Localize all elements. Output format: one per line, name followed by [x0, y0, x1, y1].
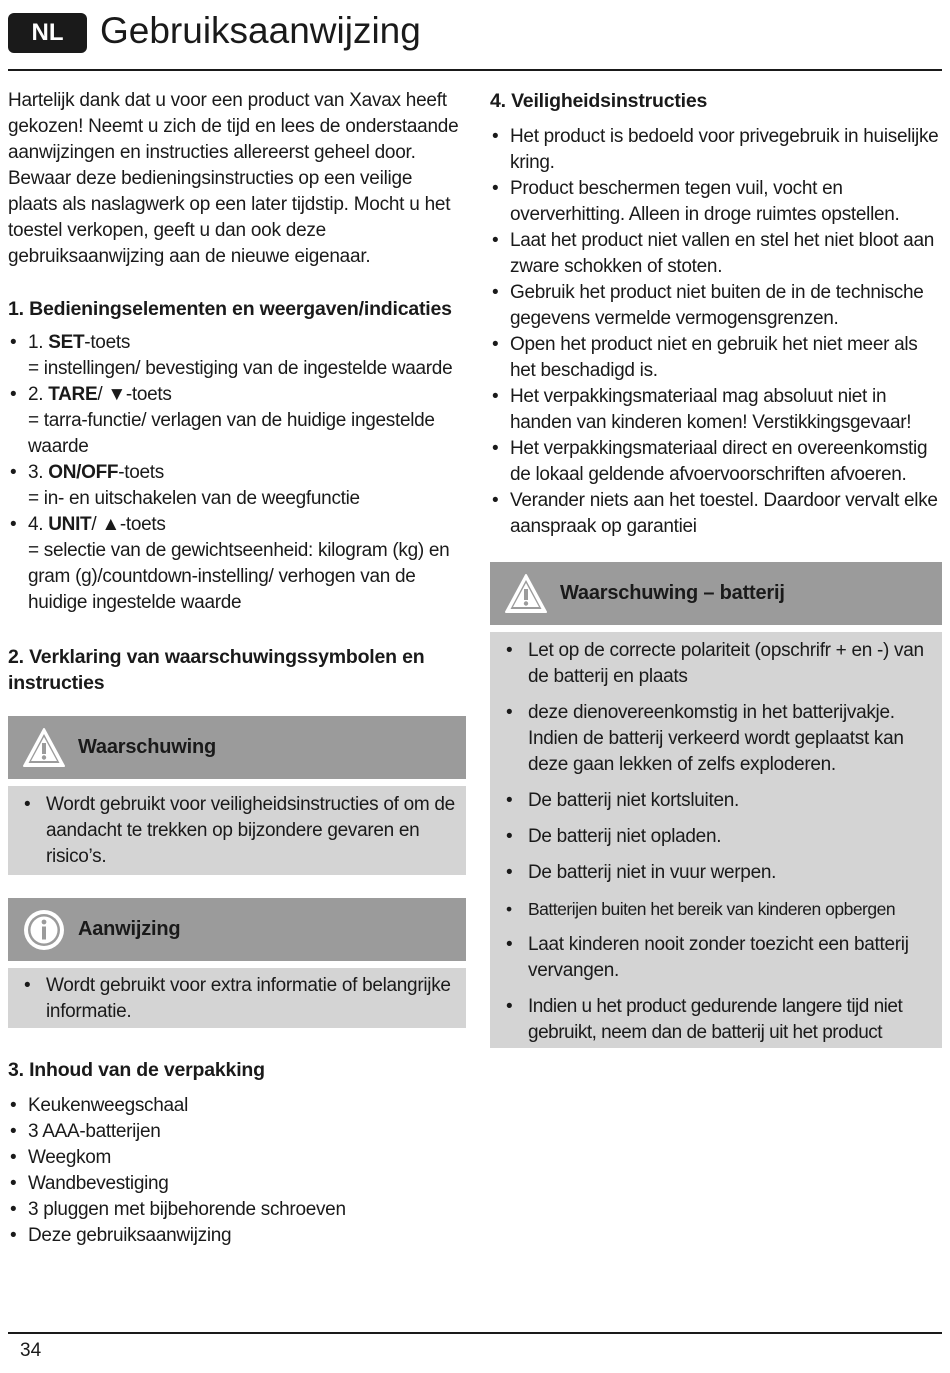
info-circle-icon	[22, 908, 66, 952]
list-item: • Deze gebruiksaanwijzing	[8, 1223, 466, 1249]
package-contents-list	[8, 1093, 466, 1249]
controls-list	[8, 330, 466, 616]
page-header	[8, 8, 942, 58]
list-item: • De batterij niet opladen.	[490, 824, 942, 850]
warning-text: • Wordt gebruikt voor veiligheidsinstructies of om de aandacht te trekken op bijzondere gevaren en risico’s.	[8, 792, 466, 870]
section-3-heading: 3. Inhoud van de verpakking	[8, 1059, 265, 1081]
list-item: • Laat kinderen nooit zonder toezicht een batterij vervangen.	[490, 932, 942, 984]
control-item: • 3. ON/OFF-toets = in- en uitschakelen van de weegfunctie	[8, 460, 466, 512]
list-item: • Weegkom	[8, 1145, 466, 1171]
warning-box-header	[8, 716, 466, 779]
language-badge: NL	[8, 13, 87, 53]
list-item: • 3 AAA-batterijen	[8, 1119, 466, 1145]
list-item: • deze dienovereenkomstig in het batterijvakje. Indien de batterij verkeerd wordt geplaatst kan deze gaan lekken of zelfs exploderen.	[490, 700, 942, 778]
note-box	[8, 898, 466, 1028]
list-item: • Laat het product niet vallen en stel het niet bloot aan zware schokken of stoten.	[490, 228, 942, 280]
battery-warning-label: Waarschuwing – batterij	[560, 582, 785, 604]
list-item: • De batterij niet kortsluiten.	[490, 788, 942, 814]
battery-warning-box	[490, 562, 942, 1048]
list-item: • Indien u het product gedurende langere tijd niet gebruikt, neem dan de batterij uit het product	[490, 994, 942, 1046]
warning-box-body	[8, 786, 466, 875]
list-item: • Keukenweegschaal	[8, 1093, 466, 1119]
note-text: • Wordt gebruikt voor extra informatie of belangrijke informatie.	[8, 973, 466, 1025]
safety-list	[490, 124, 942, 540]
battery-warning-header	[490, 562, 942, 625]
list-item: • Gebruik het product niet buiten de in de technische gegevens vermelde vermogensgrenzen.	[490, 280, 942, 332]
section-1-heading: 1. Bedieningselementen en weergaven/indicaties	[8, 298, 452, 320]
control-item: • 2. TARE/ ▼-toets = tarra-functie/ verlagen van de huidige ingestelde waarde	[8, 382, 466, 460]
warning-triangle-icon	[22, 726, 66, 770]
left-column	[8, 88, 466, 1249]
battery-warning-body	[490, 632, 942, 1048]
list-item: • Open het product niet en gebruik het niet meer als het beschadigd is.	[490, 332, 942, 384]
list-item: • Het product is bedoeld voor privegebruik in huiselijke kring.	[490, 124, 942, 176]
warning-triangle-icon	[504, 572, 548, 616]
list-item: • Batterijen buiten het bereik van kinderen opbergen	[490, 896, 942, 922]
list-item: • Verander niets aan het toestel. Daardoor vervalt elke aanspraak op garantiei	[490, 488, 942, 540]
section-4-heading: 4. Veiligheidsinstructies	[490, 90, 708, 112]
list-item: • Let op de correcte polariteit (opschrifr + en -) van de batterij en plaats	[490, 638, 942, 690]
header-rule	[8, 69, 942, 71]
warning-box	[8, 716, 466, 875]
note-box-header	[8, 898, 466, 961]
intro-paragraph: Hartelijk dank dat u voor een product van Xavax heeft gekozen! Neemt u zich de tijd en lees de onderstaande aanwijzingen en instructies allereerst geheel door. Bewaar deze bedieningsinstructies op een veilige plaats als naslagwerk op een later tijdstip. Mocht u het toestel verkopen, geeft u dan ook deze gebruiksaanwijzing aan de nieuwe eigenaar.	[8, 90, 459, 267]
list-item: • 3 pluggen met bijbehorende schroeven	[8, 1197, 466, 1223]
section-2-heading: 2. Verklaring van waarschuwingssymbolen en instructies	[8, 646, 425, 694]
list-item: • Het verpakkingsmateriaal mag absoluut niet in handen van kinderen komen! Verstikkingsgevaar!	[490, 384, 942, 436]
control-item: • 4. UNIT/ ▲-toets = selectie van de gewichtseenheid: kilogram (kg) en gram (g)/countdown-instelling/ verhogen van de huidige ingestelde waarde	[8, 512, 466, 616]
list-item: • Product beschermen tegen vuil, vocht en oververhitting. Alleen in droge ruimtes opstellen.	[490, 176, 942, 228]
page-title: Gebruiksaanwijzing	[100, 10, 421, 51]
note-box-body	[8, 968, 466, 1028]
control-item: • 1. SET-toets = instellingen/ bevestiging van de ingestelde waarde	[8, 330, 466, 382]
right-column	[490, 88, 942, 1048]
page-number: 34	[20, 1340, 42, 1361]
list-item: • De batterij niet in vuur werpen.	[490, 860, 942, 886]
footer-rule	[8, 1332, 942, 1334]
warning-label: Waarschuwing	[78, 736, 216, 758]
note-label: Aanwijzing	[78, 918, 181, 940]
list-item: • Wandbevestiging	[8, 1171, 466, 1197]
list-item: • Het verpakkingsmateriaal direct en overeenkomstig de lokaal geldende afvoervoorschriften afvoeren.	[490, 436, 942, 488]
